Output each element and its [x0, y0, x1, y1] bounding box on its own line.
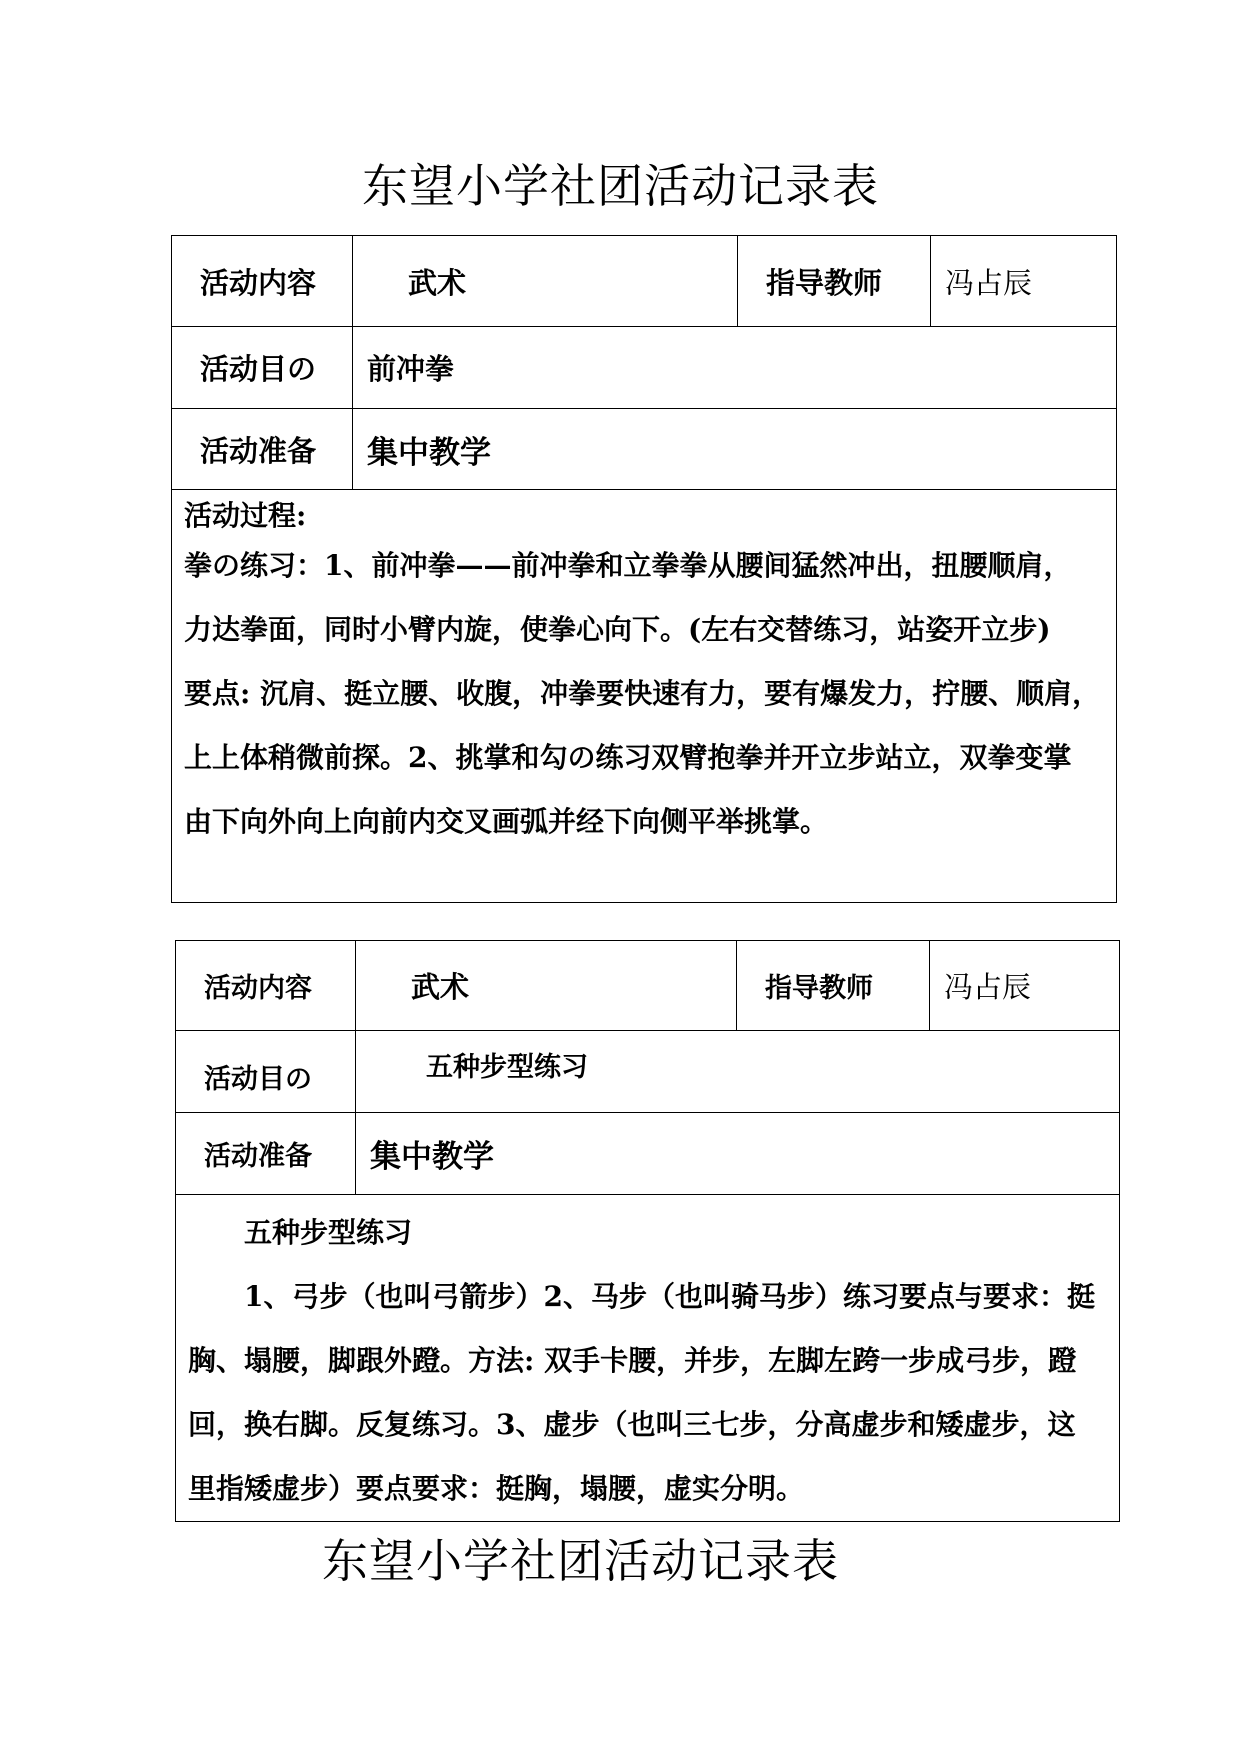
purpose-value: 五种步型练习: [356, 1031, 1120, 1113]
prep-label: 活动准备: [172, 409, 353, 490]
activity-record-table-1: [171, 235, 1117, 903]
process-line: 1、弓步（也叫弓箭步）2、马步（也叫骑马步）练习要点与要求：挺: [244, 1280, 1095, 1313]
prep-value: 集中教学: [356, 1113, 1120, 1195]
purpose-value: 前冲拳: [353, 327, 1117, 409]
process-heading: 五种步型练习: [244, 1216, 413, 1249]
footer-title: 东望小学社团活动记录表: [322, 1534, 839, 1588]
process-line: 由下向外向上向前内交叉画弧并经下向侧平举挑掌。: [184, 805, 829, 838]
process-line: 拳の练习：1、前冲拳——前冲拳和立拳拳从腰间猛然冲出，扭腰顺肩，: [184, 549, 1072, 582]
process-line: 力达拳面，同时小臂内旋，使拳心向下。(左右交替练习，站姿开立步): [184, 613, 1051, 646]
process-line: 回，换右脚。反复练习。3、虚步（也叫三七步，分高虚步和矮虚步，这: [188, 1408, 1076, 1441]
content-value: 武术: [353, 236, 738, 327]
page-title: 东望小学社团活动记录表: [362, 159, 879, 213]
process-line: 上上体稍微前探。2、挑掌和勾の练习双臂抱拳并开立步站立，双拳变掌: [184, 741, 1072, 774]
purpose-label: 活动目の: [176, 1031, 356, 1113]
activity-record-table-2: [175, 940, 1120, 1522]
teacher-label: 指导教师: [737, 941, 930, 1031]
content-label: 活动内容: [172, 236, 353, 327]
content-label: 活动内容: [176, 941, 356, 1031]
process-line: 要点: 沉肩、挺立腰、收腹，冲拳要快速有力，要有爆发力，拧腰、顺肩，: [184, 677, 1101, 710]
teacher-value: 冯占辰: [931, 236, 1117, 327]
process-line: 胸、塌腰，脚跟外蹬。方法: 双手卡腰，并步，左脚左跨一步成弓步，蹬: [188, 1344, 1077, 1377]
process-line: 里指矮虚步）要点要求：挺胸，塌腰，虚实分明。: [188, 1472, 805, 1505]
process-heading: 活动过程:: [184, 499, 307, 532]
prep-value: 集中教学: [353, 409, 1117, 490]
process-cell: [176, 1195, 1120, 1522]
content-value: 武术: [356, 941, 737, 1031]
teacher-value: 冯占辰: [930, 941, 1120, 1031]
teacher-label: 指导教师: [738, 236, 931, 327]
process-cell: [172, 490, 1117, 903]
purpose-label: 活动目の: [172, 327, 353, 409]
prep-label: 活动准备: [176, 1113, 356, 1195]
